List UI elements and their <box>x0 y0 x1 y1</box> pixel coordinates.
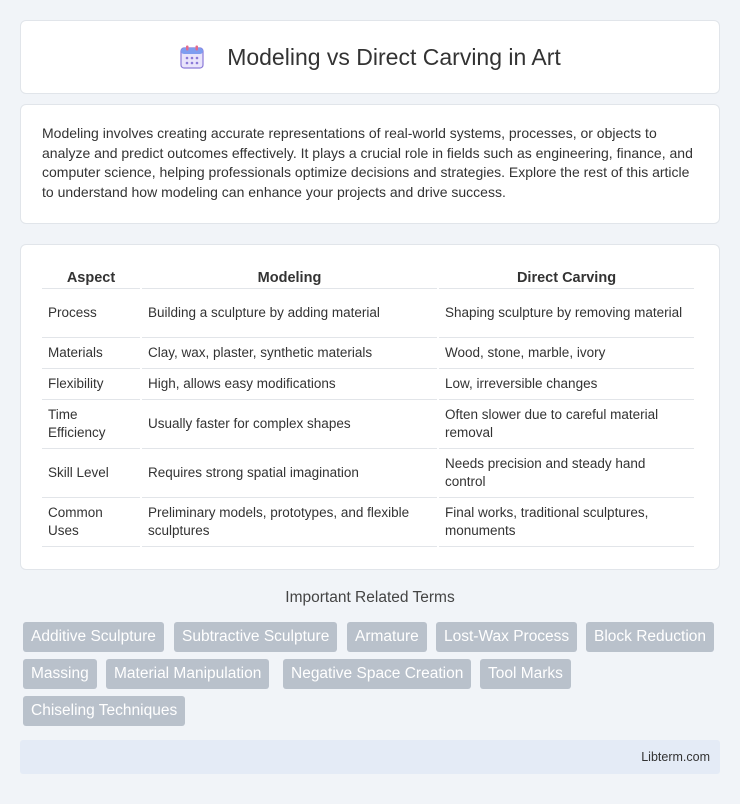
related-term-tag[interactable]: Lost-Wax Process <box>436 622 577 652</box>
related-term-tag[interactable]: Subtractive Sculpture <box>174 622 337 652</box>
column-header: Direct Carving <box>439 263 694 289</box>
table-cell: Shaping sculpture by removing material <box>439 289 694 338</box>
calendar-icon <box>179 44 205 70</box>
table-cell: Time Efficiency <box>42 400 140 449</box>
related-term-tag[interactable]: Material Manipulation <box>106 659 269 689</box>
table-cell: Flexibility <box>42 369 140 400</box>
table-cell: Often slower due to careful material removal <box>439 400 694 449</box>
table-cell: Clay, wax, plaster, synthetic materials <box>142 338 437 369</box>
table-cell: Low, irreversible changes <box>439 369 694 400</box>
related-term-tag[interactable]: Negative Space Creation <box>283 659 471 689</box>
page-title: Modeling vs Direct Carving in Art <box>227 43 561 70</box>
intro-text: Modeling involves creating accurate representations of real-world systems, processes, or objects to analyze and predict outcomes effectively. It plays a crucial role in fields such as engineering, finance, and computer science, helping professionals optimize decisions and strategies. Explore the rest of this article to understand how modeling can enhance your projects and drive success. <box>42 125 693 200</box>
table-cell: Needs precision and steady hand control <box>439 449 694 498</box>
related-term-tag[interactable]: Additive Sculpture <box>23 622 164 652</box>
comparison-card <box>20 244 720 570</box>
header-card <box>20 20 720 94</box>
table-cell: Common Uses <box>42 498 140 547</box>
table-cell: Materials <box>42 338 140 369</box>
table-header-row <box>42 263 694 289</box>
table-cell: Process <box>42 289 140 338</box>
related-term-tag[interactable]: Block Reduction <box>586 622 714 652</box>
table-cell: Preliminary models, prototypes, and flexible sculptures <box>142 498 437 547</box>
comparison-table <box>40 263 696 547</box>
table-cell: High, allows easy modifications <box>142 369 437 400</box>
table-row <box>42 449 694 498</box>
intro-card <box>20 104 720 224</box>
footer-site-link[interactable]: Libterm.com <box>641 750 710 764</box>
footer-bar <box>20 740 720 774</box>
related-term-tag[interactable]: Armature <box>347 622 427 652</box>
column-header: Aspect <box>42 263 140 289</box>
related-terms-title: Important Related Terms <box>285 589 455 606</box>
related-term-tag[interactable]: Massing <box>23 659 97 689</box>
table-row <box>42 289 694 338</box>
table-cell: Usually faster for complex shapes <box>142 400 437 449</box>
table-cell: Skill Level <box>42 449 140 498</box>
table-cell: Final works, traditional sculptures, monuments <box>439 498 694 547</box>
table-row <box>42 498 694 547</box>
table-row <box>42 400 694 449</box>
column-header: Modeling <box>142 263 437 289</box>
table-cell: Building a sculpture by adding material <box>142 289 437 338</box>
related-term-tag[interactable]: Tool Marks <box>480 659 571 689</box>
related-term-tag[interactable]: Chiseling Techniques <box>23 696 185 726</box>
table-cell: Requires strong spatial imagination <box>142 449 437 498</box>
table-cell: Wood, stone, marble, ivory <box>439 338 694 369</box>
table-row <box>42 369 694 400</box>
table-row <box>42 338 694 369</box>
